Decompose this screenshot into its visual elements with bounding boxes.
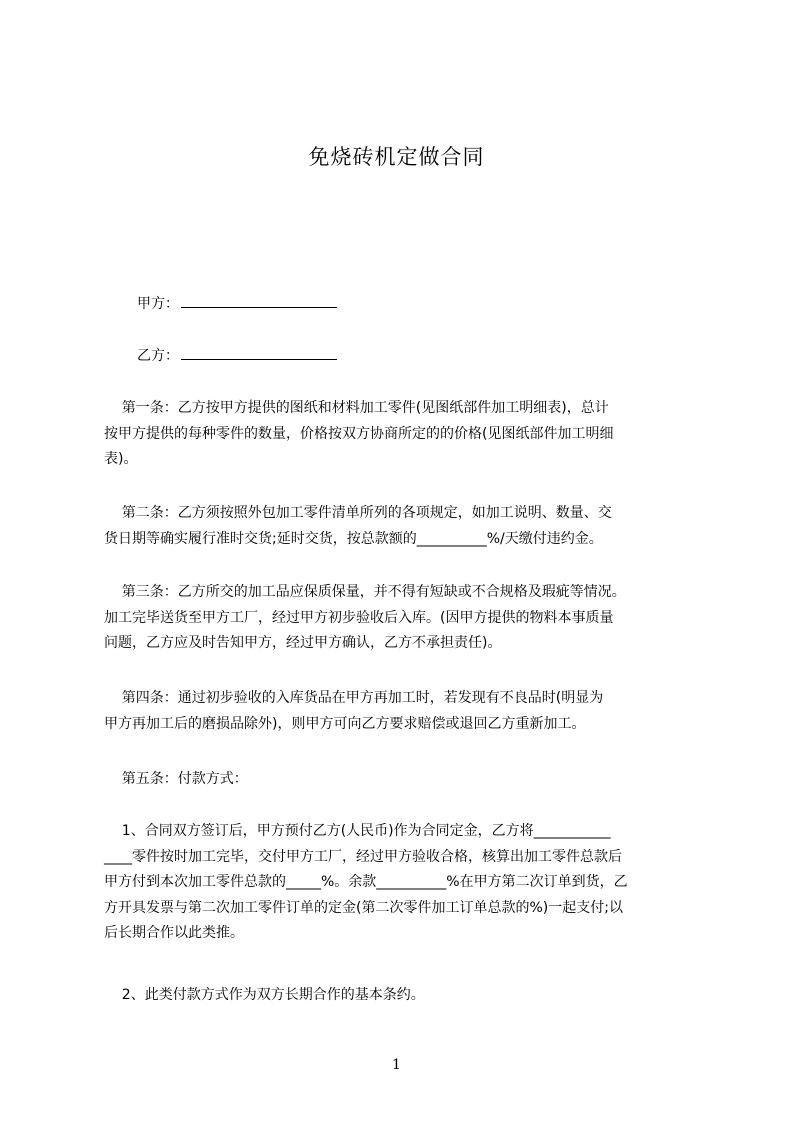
clause-line: 甲方再加工后的磨损品除外)，则甲方可向乙方要求赔偿或退回乙方重新加工。: [104, 715, 586, 732]
payment-term-2: [104, 983, 700, 1009]
clause-line: 1、合同双方签订后，甲方预付乙方(人民币)作为合同定金，乙方将___________: [104, 823, 611, 839]
clause-line: 后长期合作以此类推。: [104, 925, 244, 941]
clause-5: [104, 767, 700, 793]
clause-line: 甲方付到本次加工零件总款的_____%。余款__________%在甲方第二次订单到货，乙: [104, 874, 628, 890]
page-number: 1: [392, 1057, 401, 1073]
clause-line: 第四条：通过初步验收的入库货品在甲方再加工时，若发现有不良品时(明显为: [104, 690, 604, 706]
clause-line: ____零件按时加工完毕，交付甲方工厂，经过甲方验收合格，核算出加工零件总款后: [104, 848, 622, 865]
clause-1: [104, 396, 700, 473]
clause-line: 2、此类付款方式作为双方长期合作的基本条约。: [104, 987, 425, 1003]
clause-3: [104, 580, 700, 657]
clause-line: 第五条：付款方式：: [104, 771, 248, 787]
clause-line: 问题，乙方应及时告知甲方，经过甲方确认，乙方不承担责任)。: [104, 635, 502, 651]
party-b-blank: [181, 344, 337, 360]
document-title: 免烧砖机定做合同: [308, 145, 485, 169]
clause-line: 第三条：乙方所交的加工品应保质保量，并不得有短缺或不合规格及瑕疵等情况。: [104, 584, 626, 600]
clause-line: 按甲方提供的每种零件的数量，价格按双方协商所定的的价格(见图纸部件加工明细: [104, 425, 614, 442]
party-b-label: 乙方：: [137, 348, 179, 364]
clause-line: 第二条：乙方须按照外包加工零件清单所列的各项规定，如加工说明、数量、交: [104, 505, 612, 521]
party-a-blank: [181, 292, 337, 308]
clause-line: 加工完毕送货至甲方工厂，经过甲方初步验收后入库。(因甲方提供的物料本事质量: [104, 609, 614, 626]
clause-line: 第一条：乙方按甲方提供的图纸和材料加工零件(见图纸部件加工明细表)，总计: [104, 400, 609, 416]
clause-line: 表)。: [104, 451, 138, 467]
party-b-line: [137, 344, 337, 366]
clause-line: 方开具发票与第二次加工零件订单的定金(第二次零件加工订单总款的%)一起支付;以: [104, 899, 623, 916]
clause-4: [104, 686, 700, 737]
payment-term-1: [104, 819, 700, 947]
clause-line: 货日期等确实履行准时交货;延时交货，按总款额的__________%/天缴付违约金。: [104, 530, 603, 547]
party-a-label: 甲方：: [137, 296, 179, 312]
party-a-line: [137, 292, 337, 314]
clause-2: [104, 501, 700, 552]
